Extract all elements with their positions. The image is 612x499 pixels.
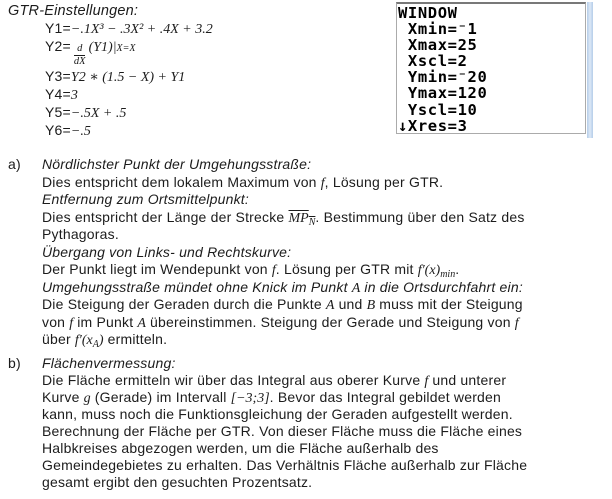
equation-row: Y6= −.5	[45, 122, 91, 140]
text-line: Halbkreises abgezogen werden, um die Fläche außerhalb des	[42, 440, 439, 456]
calculator-window	[396, 2, 597, 139]
calc-row: Xmin=⁻1	[398, 20, 478, 39]
text-line: Gemeindegebietes zu erhalten. Das Verhältnis Fläche außerhalb zur Fläche	[42, 457, 528, 473]
equation-list	[45, 20, 213, 140]
text-line: Pythagoras.	[42, 226, 119, 242]
fraction: $\frac{d}{dX}$	[73, 43, 86, 68]
gtr-settings-title: GTR-Einstellungen:	[8, 3, 139, 19]
section-a-body	[42, 156, 610, 349]
calc-row: WINDOW	[398, 4, 458, 22]
calc-row: Xscl=2	[398, 52, 468, 71]
text-line: Berechnung der Fläche per GTR. Von dieser Fläche muss die Fläche eines	[42, 423, 523, 439]
section-b	[8, 355, 610, 491]
equation-label: Y3=	[45, 68, 71, 85]
section-marker-b: b)	[8, 355, 21, 371]
equation-row: Y2= $\frac{d}{dX}$ (Y1)| X=X	[45, 38, 136, 68]
calc-row: Xmax=25	[398, 36, 478, 55]
text-line: Entfernung zum Ortsmittelpunkt:	[42, 191, 249, 207]
text-line: Dies entspricht dem lokalem Maximum von f, Lösung per GTR.	[42, 173, 444, 191]
ti-window-screen	[396, 2, 586, 134]
section-marker-a: a)	[8, 156, 21, 172]
equation-label: Y5=	[45, 104, 71, 121]
text-line: Die Steigung der Geraden durch die Punkte A und B muss mit der Steigung	[42, 296, 523, 313]
overlined-term: $MP_N$	[288, 210, 316, 228]
equation-row: Y4= 3	[45, 86, 78, 104]
text-line: von f im Punkt A übereinstimmen. Steigung der Gerade und Steigung von f	[42, 313, 519, 331]
equation-row: Y3= Y2 ∗ (1.5 − X) + Y1	[45, 68, 186, 86]
equation-label: Y6=	[45, 122, 71, 139]
text-line: Der Punkt liegt im Wendepunkt von f. Lösung per GTR mit $f'(x)_{min}$.	[42, 261, 460, 280]
text-line: Dies entspricht der Länge der Strecke $MP_N$. Bestimmung über den Satz des	[42, 208, 525, 228]
text-line: Die Fläche ermitteln wir über das Integral aus oberer Kurve f und unterer	[42, 372, 507, 389]
section-a	[8, 156, 610, 349]
text-line: über $f'(x_A)$ ermitteln.	[42, 331, 168, 350]
text-line: Flächenvermessung:	[42, 355, 176, 371]
section-b-body	[42, 355, 610, 491]
calc-row: Ymax=120	[398, 84, 488, 103]
equation-label: Y2=	[45, 38, 71, 54]
text-line: Übergang von Links- und Rechtskurve:	[42, 243, 292, 260]
text-line: kann, muss noch die Funktionsgleichung der Geraden aufgestellt werden.	[42, 406, 513, 422]
text-line: gesamt ergibt den gesuchten Prozentsatz.	[42, 474, 313, 490]
equation-label: Y4=	[45, 86, 71, 103]
equation-label: Y1=	[45, 20, 71, 36]
equation-row: Y1= −.1X³ − .3X² + .4X + 3.2	[45, 20, 213, 37]
calc-row: Yscl=10	[398, 100, 478, 119]
calc-row: ↓Xres=3	[398, 116, 468, 134]
calc-row: Ymin=⁻20	[398, 68, 488, 87]
text-line: Nördlichster Punkt der Umgehungsstraße:	[42, 156, 312, 172]
calc-highlight-strip	[587, 2, 593, 138]
equation-row: Y5= −.5X + .5	[45, 104, 127, 122]
text-line: Kurve g (Gerade) im Intervall [−3;3]. Bevor das Integral gebildet werden	[42, 389, 502, 406]
text-line: Umgehungsstraße mündet ohne Knick im Punkt A in die Ortsdurchfahrt ein:	[42, 278, 523, 296]
